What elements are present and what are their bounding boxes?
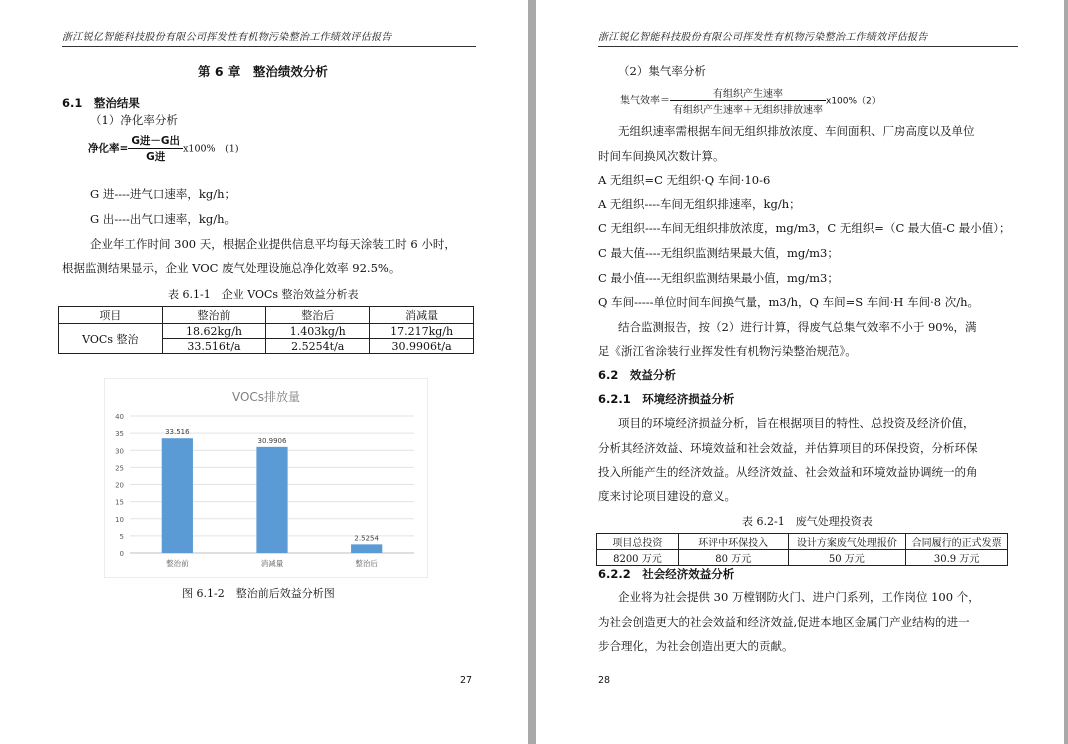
table-row xyxy=(59,324,474,339)
formula-2 xyxy=(620,85,881,116)
paragraph-line: 度来讨论项目建设的意义。 xyxy=(598,489,736,503)
formula-2-fraction xyxy=(670,85,826,116)
running-header: 浙江锐亿智能科技股份有限公司挥发性有机物污染整治工作绩效评估报告 xyxy=(62,28,476,47)
paragraph-line: 企业将为社会提供 30 万樘钢防火门、进户门系列，工作岗位 100 个， xyxy=(618,590,980,604)
table-cell: 30.9906t/a xyxy=(370,339,474,354)
paragraph-line: 足《浙江省涂装行业挥发性有机物污染整治规范》。 xyxy=(598,344,857,358)
vocs-benefit-table xyxy=(58,306,474,354)
page-number: 27 xyxy=(460,675,473,686)
formula-1-numerator: G进－G出 xyxy=(128,133,183,149)
paragraph-line: 为社会创造更大的社会效益和经济效益,促进本地区金属门产业结构的进一 xyxy=(598,615,970,629)
paragraph-line: 根据监测结果显示，企业 VOC 废气处理设施总净化效率 92.5%。 xyxy=(62,261,401,275)
table-cell: 80 万元 xyxy=(678,550,788,566)
table-header-cell: 整治前 xyxy=(162,307,266,324)
paragraph-line: 无组织速率需根据车间无组织排放浓度、车间面积、厂房高度以及单位 xyxy=(618,124,975,138)
table-header-row xyxy=(59,307,474,324)
paragraph-line: 企业年工作时间 300 天，根据企业提供信息平均每天涂装工时 6 小时， xyxy=(90,237,456,251)
g-out-definition: G 出----出气口速率，kg/h。 xyxy=(90,212,236,226)
y-tick-label: 20 xyxy=(115,481,124,490)
table-row-label: VOCs 整治 xyxy=(59,324,163,354)
formula-1-rhs: x100% (1) xyxy=(183,143,239,155)
paragraph-line: 结合监测报告，按（2）进行计算，得废气总集气效率不小于 90%，满 xyxy=(618,320,977,334)
y-tick-label: 10 xyxy=(115,515,124,524)
table-cell: 18.62kg/h xyxy=(162,324,266,339)
running-header: 浙江锐亿智能科技股份有限公司挥发性有机物污染整治工作绩效评估报告 xyxy=(598,28,1018,47)
formula-1-fraction xyxy=(128,133,183,164)
paragraph-line: 步合理化，为社会创造出更大的贡献。 xyxy=(598,639,794,653)
section-6-2-1-heading: 6.2.1 环境经济损益分析 xyxy=(598,392,735,406)
paragraph-line: 分析其经济效益、环境效益和社会效益，并估算项目的环保投资，分析环保 xyxy=(598,441,978,455)
investment-table xyxy=(596,533,1008,566)
x-tick-label: 整治后 xyxy=(355,559,378,568)
table-header-row xyxy=(597,534,1008,550)
y-tick-label: 40 xyxy=(115,413,124,421)
paragraph-line: 项目的环境经济损益分析，旨在根据项目的特性、总投资及经济价值， xyxy=(618,416,975,430)
table-cell: 8200 万元 xyxy=(597,550,679,566)
page-27 xyxy=(0,0,528,744)
table-6-2-1-caption: 表 6.2-1 废气处理投资表 xyxy=(742,515,873,528)
section-6-2-heading: 6.2 效益分析 xyxy=(598,368,676,382)
page-28 xyxy=(536,0,1064,744)
formula-1-lhs: 净化率= xyxy=(88,142,129,155)
table-cell: 33.516t/a xyxy=(162,339,266,354)
formula-2-numerator: 有组织产生速率 xyxy=(670,85,826,101)
formula-1-denominator: G进 xyxy=(146,151,166,163)
table-header-cell: 整治后 xyxy=(266,307,370,324)
vocs-emission-chart xyxy=(104,378,428,578)
formula-1 xyxy=(88,133,239,164)
bar-消减量 xyxy=(256,447,287,553)
paragraph-line: 时间车间换风次数计算。 xyxy=(598,149,725,163)
data-label: 33.516 xyxy=(165,428,190,437)
definition-q: Q 车间-----单位时间车间换气量，m3/h，Q 车间=S 车间·H 车间·8 次/h。 xyxy=(598,295,980,309)
paragraph-line: 投入所能产生的经济效益。从经济效益、社会效益和环境效益协调统一的角 xyxy=(598,465,978,479)
definition-a: A 无组织----车间无组织排速率，kg/h； xyxy=(598,197,801,211)
y-tick-label: 35 xyxy=(115,430,124,439)
definition-c: C 无组织----车间无组织排放浓度，mg/m3，C 无组织=（C 最大值-C 最小值）； xyxy=(598,221,1011,235)
table-cell: 17.217kg/h xyxy=(370,324,474,339)
table-header-cell: 合同履行的正式发票 xyxy=(906,534,1008,550)
y-tick-label: 25 xyxy=(115,464,124,473)
table-row xyxy=(597,550,1008,566)
y-tick-label: 30 xyxy=(115,447,124,456)
table-6-1-1-caption: 表 6.1-1 企业 VOCs 整治效益分析表 xyxy=(168,288,359,301)
table-cell: 30.9 万元 xyxy=(906,550,1008,566)
formula-2-denominator: 有组织产生速率＋无组织排放速率 xyxy=(673,105,823,116)
figure-6-1-2-caption: 图 6.1-2 整治前后效益分析图 xyxy=(182,587,335,600)
section-6-1-heading: 6.1 整治结果 xyxy=(62,96,140,110)
definition-c-min: C 最小值----无组织监测结果最小值，mg/m3； xyxy=(598,271,839,285)
y-tick-label: 15 xyxy=(115,498,124,507)
purification-rate-heading: （1）净化率分析 xyxy=(90,113,178,127)
y-tick-label: 0 xyxy=(119,550,124,558)
chart-title: VOCs排放量 xyxy=(231,390,301,404)
table-cell: 2.5254t/a xyxy=(266,339,370,354)
equation-a: A 无组织=C 无组织·Q 车间·10-6 xyxy=(598,173,771,187)
data-label: 30.9906 xyxy=(257,436,287,445)
table-header-cell: 消减量 xyxy=(370,307,474,324)
table-header-cell: 环评中环保投入 xyxy=(678,534,788,550)
page-number: 28 xyxy=(598,675,611,686)
formula-2-lhs: 集气效率＝ xyxy=(620,95,670,107)
x-tick-label: 整治前 xyxy=(166,559,189,568)
table-cell: 50 万元 xyxy=(788,550,906,566)
bar-整治后 xyxy=(351,544,382,553)
g-in-definition: G 进----进气口速率，kg/h； xyxy=(90,187,236,201)
formula-2-rhs: x100%（2） xyxy=(826,96,881,107)
y-tick-label: 5 xyxy=(119,532,124,541)
collection-rate-heading: （2）集气率分析 xyxy=(618,64,706,78)
x-tick-label: 消减量 xyxy=(260,559,284,568)
table-header-cell: 设计方案废气处理报价 xyxy=(788,534,906,550)
bar-整治前 xyxy=(162,438,193,553)
chapter-title: 第 6 章 整治绩效分析 xyxy=(198,64,328,79)
table-header-cell: 项目总投资 xyxy=(597,534,679,550)
section-6-2-2-heading: 6.2.2 社会经济效益分析 xyxy=(598,567,735,581)
table-header-cell: 项目 xyxy=(59,307,163,324)
definition-c-max: C 最大值----无组织监测结果最大值，mg/m3； xyxy=(598,246,839,260)
data-label: 2.5254 xyxy=(354,534,379,543)
table-cell: 1.403kg/h xyxy=(266,324,370,339)
